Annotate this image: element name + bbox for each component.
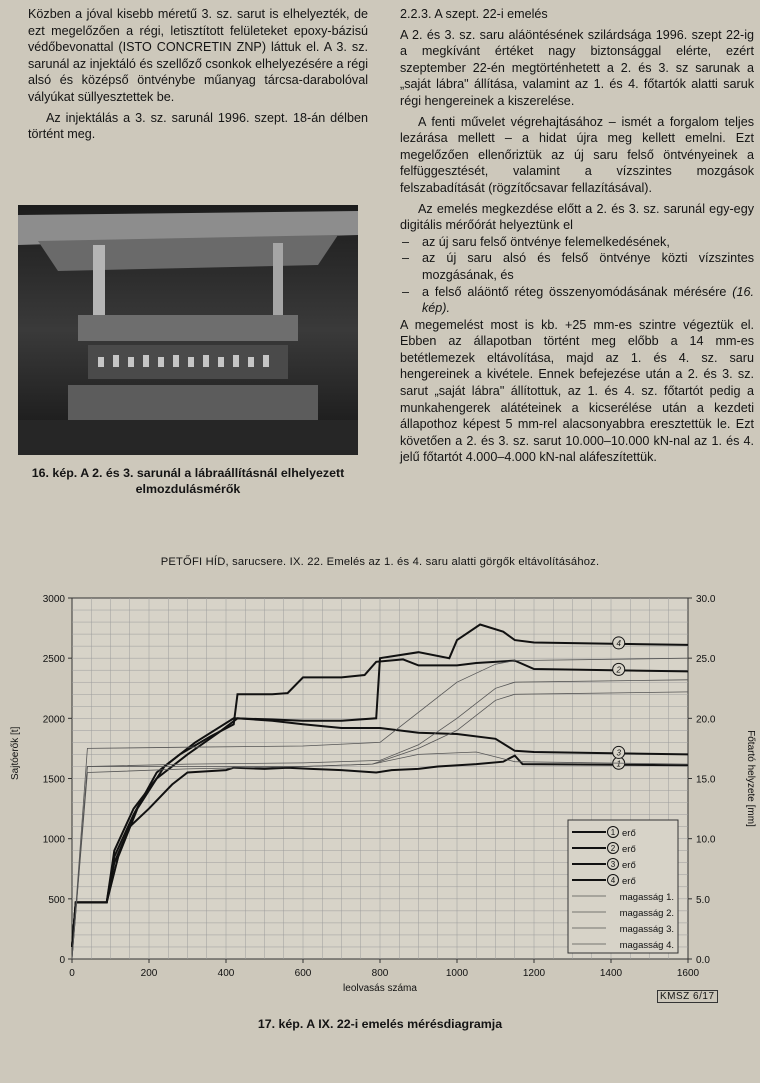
measurement-chart [0,575,760,1015]
legend-label: erő [622,844,636,855]
legend-marker-label: 4 [610,876,616,885]
y-tick-label: 500 [48,894,65,906]
figure-17-caption: 17. kép. A IX. 22-i emelés mérésdiagramja [257,1017,503,1031]
x-tick-label: 1000 [445,968,469,979]
section-heading: 2.2.3. A szept. 22-i emelés [400,7,548,21]
series-marker-label: 3 [616,748,621,758]
y2-axis-label: Főtartó helyzete [mm] [745,730,756,827]
series-marker-label: 4 [616,638,621,648]
y-tick-label: 0 [59,955,65,966]
y2-tick-label: 30.0 [696,594,716,605]
series-marker-label: 1 [616,759,621,769]
y-axis-title: Sajtóerők [t] [10,726,21,780]
left-column [28,6,368,147]
legend-label: erő [622,860,636,871]
list-item-reference: (16. kép). [422,284,754,316]
x-tick-label: 1600 [676,968,700,979]
right-paragraph-4: A megemelést most is kb. +25 mm-es szintre végeztük el. Ebben az állapotban történt meg előbb a 14 mm-es betétlemezek eltávolítása, majd az 1. és 4. sz. saru hengereinek a kivétele. Ennek befejezése után a 2. és 3. sz. sarut „saját lábra" állítottuk, az 1. és 4. sz. főtartót pedig a munkahengerek alátéteinek a kicserélése után a kezdeti állapothoz képest 5 mm-rel alacsonyabbra eresztettük le. Ezt követően a 2. és 3. sz. sarut 10.000–10.000 kN-nal az 1. és 4. jelű főtartót 4.000–4.000 kN-nal aláfeszítettük. [400,317,754,465]
right-paragraph-2: A fenti művelet végrehajtásához – ismét a forgalom teljes lezárása mellett – a hidat újra meg kellett emelni. Ezt megelőzően ellenőriztük az új saru felső öntvényeinek a felfüggesztését, valamint a vízszintes mozgások felszabadítását (rögzítőcsavar fellazításával). [400,114,754,195]
series-marker-label: 2 [616,665,621,675]
legend-marker-label: 1 [610,828,616,837]
list-item: – az új saru felső öntvénye felemelkedésének, [400,234,754,251]
figure-16-caption: 16. kép. A 2. és 3. sarunál a lábraállításnál elhelyezett elmozdulásmérők [31,466,345,496]
right-column [400,6,754,470]
x-axis-label: leolvasás száma [343,983,417,994]
legend-label: magasság 4. [619,940,674,951]
y2-tick-label: 25.0 [696,654,716,666]
measurement-list [400,234,754,317]
left-paragraph-2: Az injektálás a 3. sz. sarunál 1996. szept. 18-án délben történt meg. [28,110,368,142]
x-tick-label: 0 [69,968,75,979]
y-tick-label: 3000 [42,594,65,605]
legend-label: erő [622,876,636,887]
y-tick-label: 2500 [42,654,65,666]
y2-tick-label: 15.0 [696,774,716,786]
legend-label: erő [622,828,636,839]
list-item-text: a felső aláöntő réteg összenyomódásának mérésére [422,284,727,299]
photo-bearing-displacement-gauges [18,205,358,455]
legend-label: magasság 3. [619,924,674,935]
x-tick-label: 600 [294,968,312,979]
stamp-code: KMSZ 6/17 [657,990,718,1003]
y2-tick-label: 10.0 [696,834,716,846]
legend-label: magasság 2. [619,908,674,919]
y-tick-label: 1500 [42,774,65,786]
right-paragraph-1: A 2. és 3. sz. saru aláöntésének szilárdsága 1996. szept 22-ig a megkívánt értéket nagy biztonsággal elérte, ezért szeptember 22-én megtörténhetett a 2. és 3. sz sarunak a „saját lábra" állítása, valamint az 1. és 4. főtartók alatti saruk régi hengereinek a kiszerelése. [400,27,754,108]
chart-title: PETŐFI HÍD, sarucsere. IX. 22. Emelés az 1. és 4. saru alatti görgők eltávolításához. [160,556,600,568]
y-tick-label: 1000 [42,834,65,846]
legend-marker-label: 3 [610,860,616,869]
y2-tick-label: 0.0 [696,955,710,966]
x-tick-label: 400 [217,968,235,979]
list-item: – az új saru alsó és felső öntvénye közti vízszintes mozgásának, és [400,250,754,283]
legend-label: magasság 1. [619,892,674,903]
x-tick-label: 1200 [522,968,546,979]
left-paragraph-1: Közben a jóval kisebb méretű 3. sz. sarut is elhelyezték, de ezt megelőzően a régi, letisztított felületeket epoxy-bázisú védőbevonattal (ISTO CONCRETIN ZNP) láttuk el. A 3. sz. sarunál az injektáló és szellőző csonkok elhelyezésére a régi alsó és középső öntvénybe műanyag tárcsa-darabolóval vályúkat süllyesztettek be. [28,7,368,104]
right-paragraph-3: Az emelés megkezdése előtt a 2. és 3. sz. sarunál egy-egy digitális mérőórát helyeztünk el [400,201,754,233]
y-tick-label: 2000 [42,714,65,726]
x-tick-label: 800 [371,968,389,979]
x-tick-label: 1400 [599,968,623,979]
y2-tick-label: 5.0 [696,894,710,906]
x-tick-label: 200 [140,968,158,979]
legend-marker-label: 2 [610,844,616,853]
y2-tick-label: 20.0 [696,714,716,726]
list-item [400,284,754,317]
